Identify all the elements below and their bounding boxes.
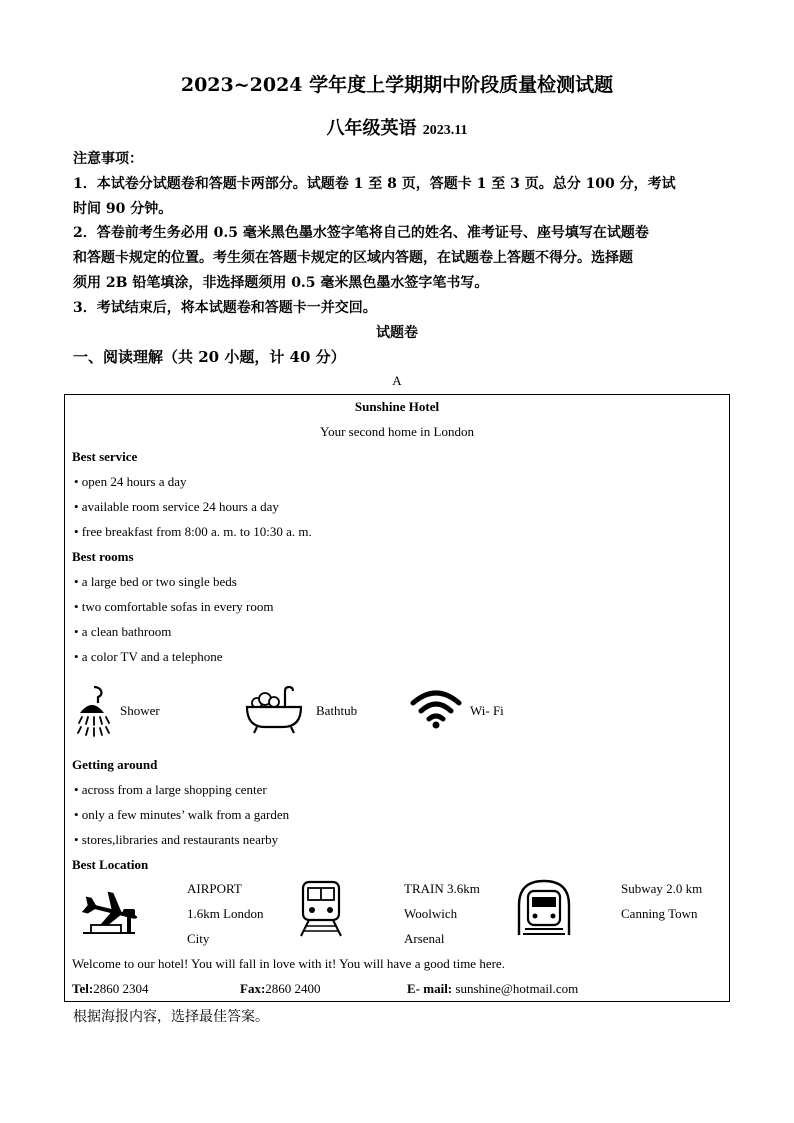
hotel-name: Sunshine Hotel xyxy=(354,399,440,414)
location-line: Arsenal xyxy=(404,931,445,946)
instruction-text: 根据海报内容，选择最佳答案。 xyxy=(73,1009,269,1025)
service-item: • open 24 hours a day xyxy=(74,474,187,489)
notice-line: 2．答卷前考生务必用 0.5 毫米黑色墨水签字笔将自己的姓名、准考证号、座号填写在试题卷 xyxy=(73,225,649,241)
email-info xyxy=(407,981,578,997)
location-line: AIRPORT xyxy=(187,881,242,896)
shower-icon xyxy=(72,683,112,739)
tel-label: Tel: xyxy=(72,981,94,996)
email-value: sunshine@hotmail.com xyxy=(455,981,579,996)
getting-around-heading: Getting around xyxy=(72,757,158,772)
notice-line: 和答题卡规定的位置。考生须在答题卡规定的区域内答题，在试题卷上答题不得分。选择题 xyxy=(73,250,633,266)
wifi-icon xyxy=(409,689,463,729)
notice-heading: 注意事项： xyxy=(73,151,143,167)
around-item: • across from a large shopping center xyxy=(74,782,267,797)
exam-subject: 八年级英语 xyxy=(326,118,417,139)
notice-line: 时间 90 分钟。 xyxy=(73,201,173,217)
notice-line: 3．考试结束后，将本试题卷和答题卡一并交回。 xyxy=(73,300,377,316)
fax-label: Fax: xyxy=(240,981,266,996)
welcome-text: Welcome to our hotel! You will fall in love with it! You will have a good time here. xyxy=(72,956,505,971)
notice-line: 须用 2B 铅笔填涂，非选择题须用 0.5 毫米黑色墨水签字笔书写。 xyxy=(73,275,489,291)
fax-value: 2860 2400 xyxy=(265,981,321,996)
tel-value: 2860 2304 xyxy=(93,981,149,996)
tel-info xyxy=(72,981,148,997)
exam-subtitle xyxy=(0,114,794,140)
paper-label: 试题卷 xyxy=(376,325,418,341)
fax-info xyxy=(240,981,321,997)
service-item: • available room service 24 hours a day xyxy=(74,499,279,514)
location-line: Canning Town xyxy=(621,906,698,921)
room-item: • a color TV and a telephone xyxy=(74,649,223,664)
exam-date: 2023.11 xyxy=(422,123,468,138)
best-service-heading: Best service xyxy=(72,449,138,464)
airplane-icon xyxy=(81,881,143,935)
notice-line: 1．本试卷分试题卷和答题卡两部分。试题卷 1 至 8 页，答题卡 1 至 3 页。总分 100 分，考试 xyxy=(73,176,676,192)
hotel-poster xyxy=(64,394,730,1002)
section-title: 一、阅读理解（共 20 小题，计 40 分） xyxy=(73,348,346,366)
around-item: • only a few minutes’ walk from a garden xyxy=(74,807,290,822)
subway-icon xyxy=(515,879,573,937)
location-line: City xyxy=(187,931,210,946)
bathtub-icon xyxy=(243,685,305,735)
room-item: • two comfortable sofas in every room xyxy=(74,599,274,614)
location-line: Subway 2.0 km xyxy=(621,881,703,896)
amenity-label: Wi- Fi xyxy=(470,703,504,718)
best-location-heading: Best Location xyxy=(72,857,149,872)
best-rooms-heading: Best rooms xyxy=(72,549,134,564)
location-line: TRAIN 3.6km xyxy=(404,881,480,896)
room-item: • a large bed or two single beds xyxy=(74,574,237,589)
amenity-label: Shower xyxy=(120,703,160,718)
exam-title: 2023~2024 学年度上学期期中阶段质量检测试题 xyxy=(180,74,614,96)
amenity-label: Bathtub xyxy=(316,703,358,718)
location-line: 1.6km London xyxy=(187,906,264,921)
train-icon xyxy=(297,880,345,938)
room-item: • a clean bathroom xyxy=(74,624,172,639)
passage-letter: A xyxy=(392,373,402,388)
email-label: E- mail: xyxy=(407,981,453,996)
around-item: • stores,libraries and restaurants nearby xyxy=(74,832,279,847)
hotel-slogan: Your second home in London xyxy=(320,424,474,439)
location-line: Woolwich xyxy=(404,906,458,921)
service-item: • free breakfast from 8:00 a. m. to 10:30 a. m. xyxy=(74,524,312,539)
